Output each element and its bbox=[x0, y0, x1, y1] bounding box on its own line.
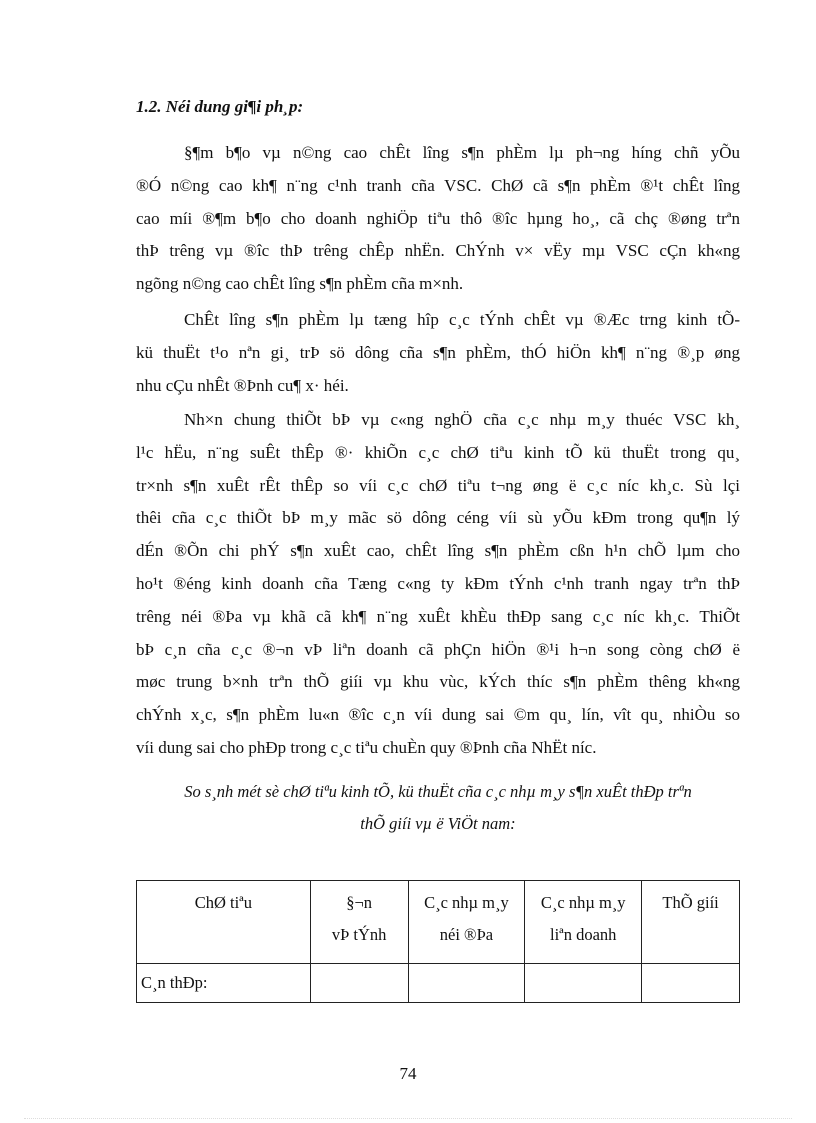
paragraph-line: víi dung sai cho phÐp trong c¸c tiªu chuÈn quy ®Þnh cña NhËt níc. bbox=[136, 737, 597, 757]
header-joint-venture-plants bbox=[525, 881, 642, 964]
header-text: vÞ tÝnh bbox=[331, 925, 387, 944]
header-world bbox=[642, 881, 740, 964]
paragraph-line: kü thuËt t¹o nªn gi¸ trÞ sö dông cña s¶n phÈm, thÓ hiÖn kh¶ n¨ng ®¸p øng bbox=[136, 342, 740, 362]
header-indicator bbox=[137, 881, 311, 964]
paragraph-line: l¹c hËu, n¨ng suÊt thÊp ®· khiÕn c¸c chØ tiªu kinh tÕ kü thuËt trong qu¸ bbox=[136, 442, 740, 462]
table-cell bbox=[310, 964, 408, 1003]
table-cell bbox=[642, 964, 740, 1003]
paragraph-line: thÞ trêng vµ ®îc thÞ trêng chÊp nhËn. ChÝnh v× vËy mµ VSC cÇn kh«ng bbox=[136, 241, 740, 261]
paragraph-line: ho¹t ®éng kinh doanh cña Tæng c«ng ty kÐm tÝnh c¹nh tranh ngay trªn thÞ bbox=[136, 573, 740, 593]
header-text: ThÕ giíi bbox=[662, 893, 719, 912]
paragraph-line: trêng néi ®Þa vµ khã cã kh¶ n¨ng xuÊt khÈu thÐp sang c¸c níc kh¸c. ThiÕt bbox=[136, 606, 740, 626]
table-header-row bbox=[137, 881, 740, 964]
paragraph-1 bbox=[136, 137, 740, 301]
paragraph-line: ®Ó n©ng cao kh¶ n¨ng c¹nh tranh cña VSC. ChØ cã s¶n phÈm ®¹t chÊt lîng bbox=[136, 175, 740, 195]
table-row bbox=[137, 964, 740, 1003]
table-caption-line-1: So s¸nh mét sè chØ tiªu kinh tÕ, kü thuËt cña c¸c nhµ m¸y s¶n xuÊt thÐp trªn bbox=[184, 782, 692, 801]
table-cell bbox=[525, 964, 642, 1003]
table-cell: C¸n thÐp: bbox=[137, 964, 311, 1003]
header-text: C¸c nhµ m¸y bbox=[540, 893, 626, 912]
paragraph-2 bbox=[136, 304, 740, 402]
paragraph-line: dÉn ®Õn chi phÝ s¶n xuÊt cao, chÊt lîng s¶n phÈm cßn h¹n chÕ lµm cho bbox=[136, 541, 740, 561]
header-text: liªn doanh bbox=[550, 925, 617, 944]
paragraph-line: nhu cÇu nhÊt ®Þnh cu¶ x· héi. bbox=[136, 375, 349, 395]
paragraph-line: Nh×n chung thiÕt bÞ vµ c«ng nghÖ cña c¸c nhµ m¸y thuéc VSC kh¸ bbox=[184, 410, 740, 429]
header-text: §¬n bbox=[346, 893, 373, 912]
header-domestic-plants bbox=[408, 881, 525, 964]
header-text: néi ®Þa bbox=[439, 925, 494, 944]
paragraph-line: tr×nh s¶n xuÊt rÊt thÊp so víi c¸c chØ tiªu t¬ng øng ë c¸c níc kh¸c. Sù lçi bbox=[136, 475, 740, 495]
paragraph-line: §¶m b¶o vµ n©ng cao chÊt lîng s¶n phÈm lµ ph¬ng híng chñ yÕu bbox=[184, 143, 740, 162]
header-text: C¸c nhµ m¸y bbox=[424, 893, 509, 912]
paragraph-line: møc trung b×nh trªn thÕ giíi vµ khu vùc, kÝch thíc s¶n phÈm thêng kh«ng bbox=[136, 672, 740, 692]
page-number: 74 bbox=[399, 1064, 417, 1083]
paragraph-line: ngõng n©ng cao chÊt lîng s¶n phÈm cña m×nh. bbox=[136, 274, 464, 294]
comparison-table bbox=[136, 880, 740, 1003]
table-cell bbox=[408, 964, 525, 1003]
page-bottom-divider bbox=[24, 1118, 792, 1119]
paragraph-line: ChÊt lîng s¶n phÈm lµ tæng hîp c¸c tÝnh chÊt vµ ®Æc trng kinh tÕ- bbox=[184, 310, 740, 329]
paragraph-3 bbox=[136, 404, 740, 765]
paragraph-line: bÞ c¸n cña c¸c ®¬n vÞ liªn doanh cã phÇn hiÖn ®¹i h¬n song còng chØ ë bbox=[136, 639, 740, 659]
section-heading: 1.2. Néi dung gi¶i ph¸p: bbox=[136, 97, 304, 116]
table-caption-line-2: thÕ giíi vµ ë ViÖt nam: bbox=[360, 814, 516, 833]
paragraph-line: thêi cña c¸c thiÕt bÞ m¸y mãc sö dông céng víi sù yÕu kÐm trong qu¶n lý bbox=[136, 508, 740, 528]
paragraph-line: chÝnh x¸c, s¶n phÈm lu«n ®îc c¸n víi dung sai ©m qu¸ lín, vît qu¸ nhiÒu so bbox=[136, 705, 740, 725]
header-text: ChØ tiªu bbox=[194, 893, 252, 912]
header-unit bbox=[310, 881, 408, 964]
paragraph-line: cao míi ®¶m b¶o cho doanh nghiÖp tiªu thô ®îc hµng ho¸, cã chç ®øng trªn bbox=[136, 208, 740, 228]
